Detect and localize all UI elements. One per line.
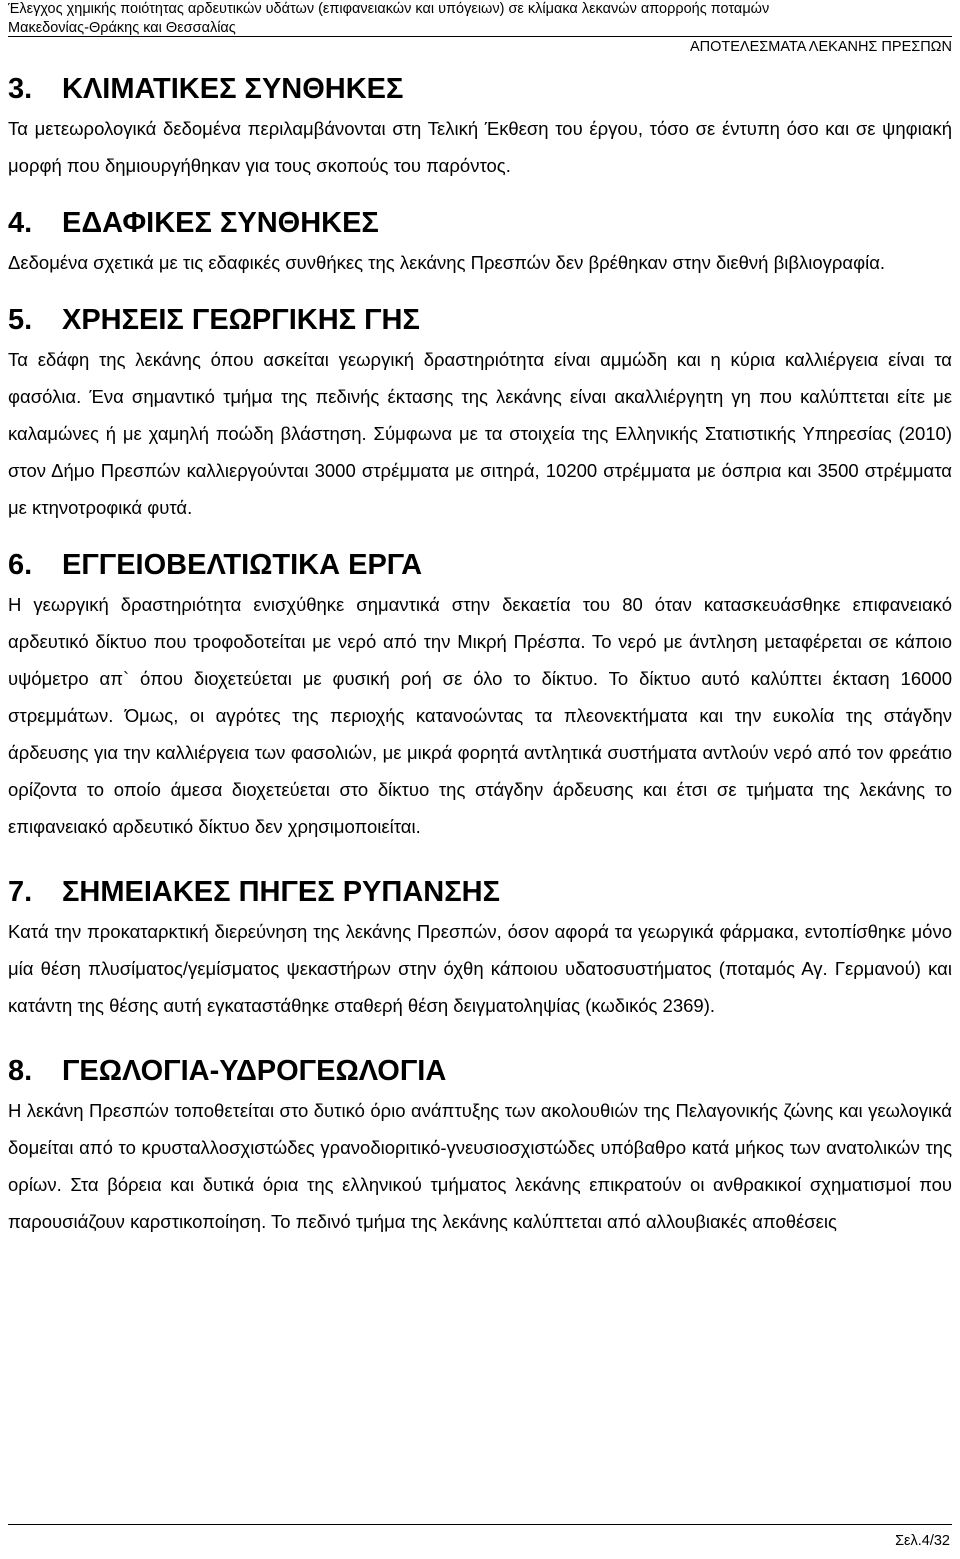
section-heading [8,202,952,244]
section-paragraph: Κατά την προκαταρκτική διερεύνηση της λεκάνης Πρεσπών, όσον αφορά τα γεωργικά φάρμακα, εντοπίσθηκε μόνο μία θέση πλυσίματος/γεμίσματος ψεκαστήρων στην όχθη κάποιου υδατοσυστήματος (ποταμός Αγ. Γερμανού) και κατάντη της θέσης αυτή εγκαταστάθηκε σταθερή θέση δειγματοληψίας (κωδικός 2369). [8,921,952,1016]
header-title-line-1: Έλεγχος χημικής ποιότητας αρδευτικών υδάτων (επιφανειακών και υπόγειων) σε κλίμακα λεκανών απορροής ποταμών [8,1,770,17]
page-header [8,0,952,38]
header-divider [8,36,952,37]
section-6 [8,544,952,845]
section-title: ΕΓΓΕΙΟΒΕΛΤΙΩΤΙΚΑ ΕΡΓΑ [62,549,423,581]
section-8 [8,1050,952,1240]
document-body [8,68,952,1240]
section-heading [8,871,952,913]
header-title-line-2: Μακεδονίας-Θράκης και Θεσσαλίας [8,20,236,36]
section-paragraph: Η γεωργική δραστηριότητα ενισχύθηκε σημαντικά στην δεκαετία του 80 όταν κατασκευάσθηκε επιφανειακό αρδευτικό δίκτυο που τροφοδοτείται με νερό από την Μικρή Πρέσπα. Το νερό με άντληση μεταφέρεται σε κάποιο υψόμετρο απ` όπου διοχετεύεται με φυσική ροή σε όλο το δίκτυο. Το δίκτυο αυτό καλύπτει έκταση 16000 στρεμμάτων. Όμως, οι αγρότες της περιοχής κατανοώντας τα πλεονεκτήματα και την ευκολία της στάγδην άρδευσης για την καλλιέργεια των φασολιών, με μικρά φορητά αντλητικά συστήματα αντλούν νερό από τον φρεάτιο ορίζοντα το οποίο άμεσα διοχετεύεται στο δίκτυο της στάγδην άρδευσης και έτσι σε τμήματα της λεκάνης το επιφανειακό αρδευτικό δίκτυο δεν χρησιμοποιείται. [8,594,952,837]
section-number: 6. [8,549,33,581]
page-number: Σελ.4/32 [895,1533,950,1549]
section-title: ΧΡΗΣΕΙΣ ΓΕΩΡΓΙΚΗΣ ΓΗΣ [62,304,420,336]
section-number: 5. [8,304,33,336]
section-heading [8,1050,952,1092]
section-paragraph: Δεδομένα σχετικά με τις εδαφικές συνθήκες της λεκάνης Πρεσπών δεν βρέθηκαν στην διεθνή βιβλιογραφία. [8,252,886,273]
section-paragraph: Τα μετεωρολογικά δεδομένα περιλαμβάνονται στη Τελική Έκθεση του έργου, τόσο σε έντυπη όσο και σε ψηφιακή μορφή που δημιουργήθηκαν για τους σκοπούς του παρόντος. [8,118,952,176]
section-title: ΣΗΜΕΙΑΚΕΣ ΠΗΓΕΣ ΡΥΠΑΝΣΗΣ [62,876,500,908]
section-title: ΕΔΑΦΙΚΕΣ ΣΥΝΘΗΚΕΣ [62,207,379,239]
footer-divider [8,1524,952,1525]
section-number: 4. [8,207,33,239]
section-4 [8,202,952,281]
section-number: 7. [8,876,33,908]
section-title: ΓΕΩΛΟΓΙΑ-ΥΔΡΟΓΕΩΛΟΓΙΑ [62,1055,447,1087]
header-section-label: ΑΠΟΤΕΛΕΣΜΑΤΑ ΛΕΚΑΝΗΣ ΠΡΕΣΠΩΝ [689,39,952,55]
section-number: 3. [8,73,33,105]
section-paragraph: Τα εδάφη της λεκάνης όπου ασκείται γεωργική δραστηριότητα είναι αμμώδη και η κύρια καλλιέργεια είναι τα φασόλια. Ένα σημαντικό τμήμα της πεδινής έκτασης της λεκάνης είναι ακαλλιέργητη γη που καλύπτεται είτε με καλαμώνες ή με χαμηλή ποώδη βλάστηση. Σύμφωνα με τα στοιχεία της Ελληνικής Στατιστικής Υπηρεσίας (2010) στον Δήμο Πρεσπών καλλιεργούνται 3000 στρέμματα με σιτηρά, 10200 στρέμματα με όσπρια και 3500 στρέμματα με κτηνοτροφικά φυτά. [8,349,952,518]
section-7 [8,871,952,1024]
section-3 [8,68,952,184]
section-title: ΚΛΙΜΑΤΙΚΕΣ ΣΥΝΘΗΚΕΣ [62,73,404,105]
section-number: 8. [8,1055,33,1087]
section-5 [8,299,952,526]
section-paragraph: Η λεκάνη Πρεσπών τοποθετείται στο δυτικό όριο ανάπτυξης των ακολουθιών της Πελαγονικής ζώνης και γεωλογικά δομείται από το κρυσταλλοσχιστώδες γρανοδιοριτικό-γνευσιοσχιστώδες υπόβαθρο κατά μήκος των ανατολικών της ορίων. Στα βόρεια και δυτικά όρια της ελληνικού τμήματος λεκάνης επικρατούν οι ανθρακικοί σχηματισμοί που παρουσιάζουν καρστικοποίηση. Το πεδινό τμήμα της λεκάνης καλύπτεται από αλλουβιακές αποθέσεις [8,1100,952,1232]
section-heading [8,544,952,586]
section-heading [8,299,952,341]
section-heading [8,68,952,110]
